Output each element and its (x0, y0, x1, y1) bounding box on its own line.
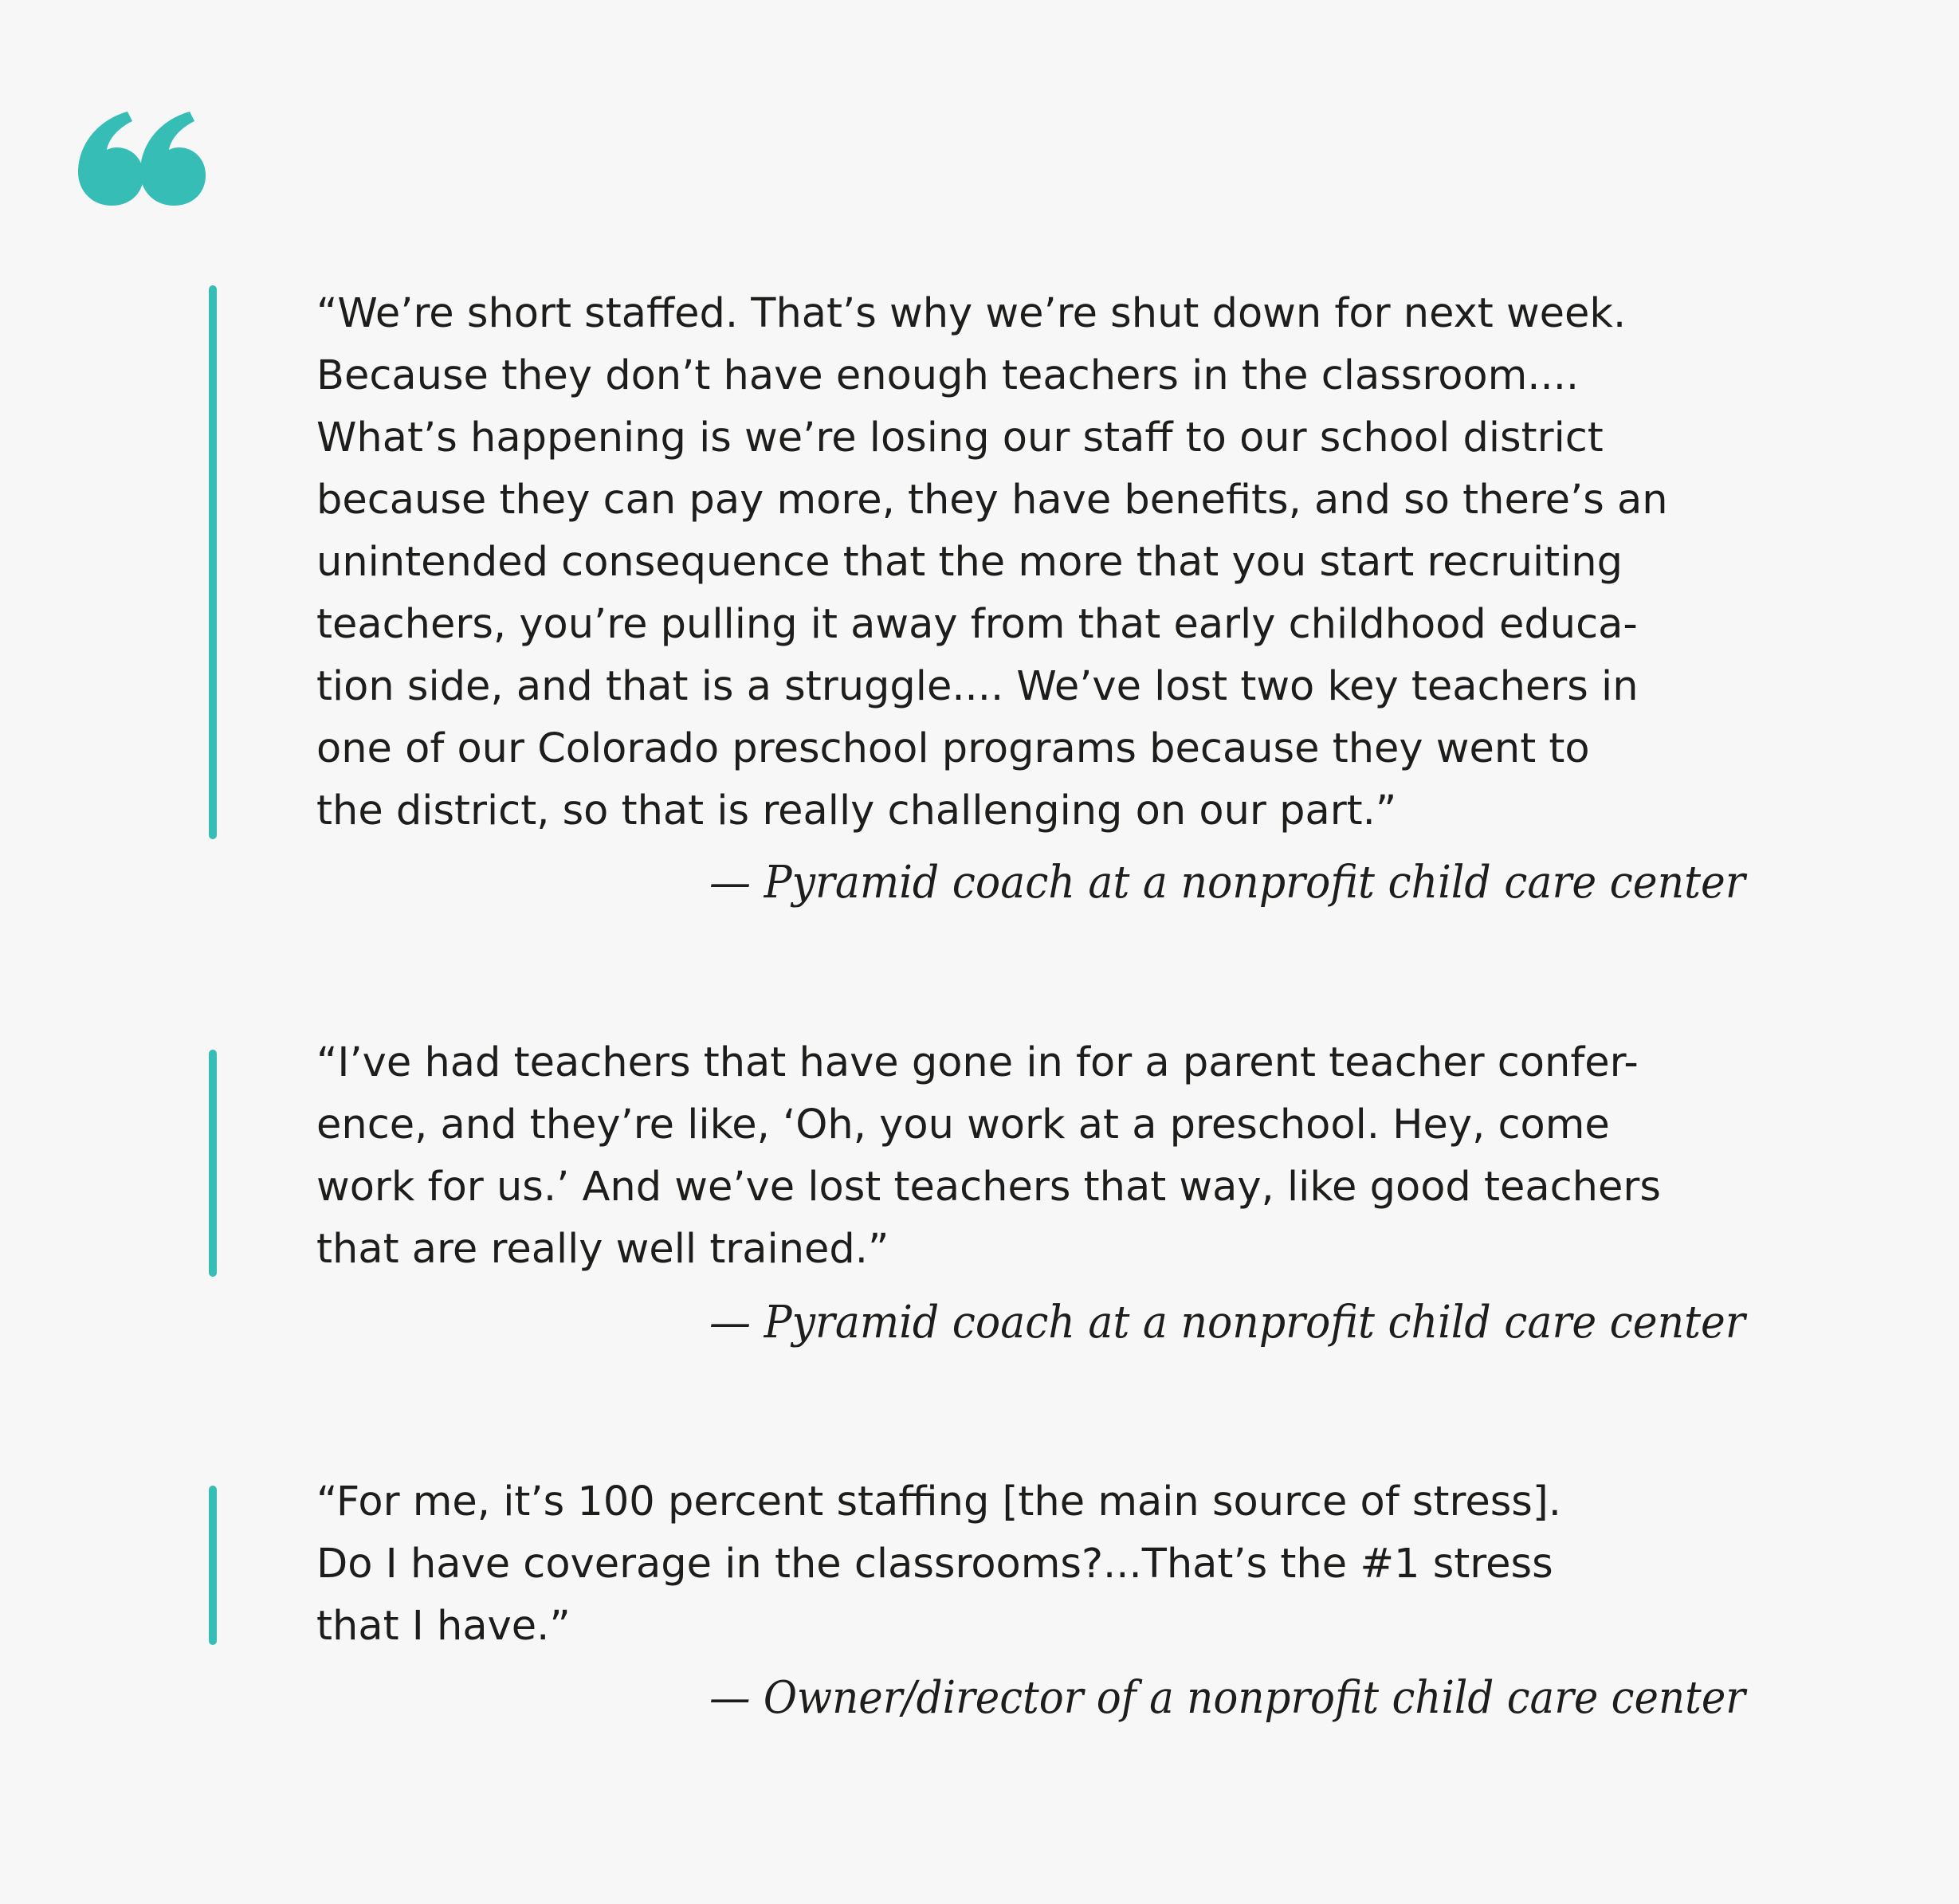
quote-bar (209, 1486, 217, 1645)
quote-line: “For me, it’s 100 percent staffing [the main source of stress]. (316, 1478, 1561, 1525)
quote-line: ence, and they’re like, ‘Oh, you work at a preschool. Hey, come (316, 1101, 1610, 1148)
quote-line: “We’re short staffed. That’s why we’re shut down for next week. (316, 290, 1627, 337)
quote-line: Because they don’t have enough teachers in the classroom.... (316, 352, 1580, 399)
quote-bar (209, 285, 217, 839)
quote-line: tion side, and that is a struggle.... We’ve lost two key teachers in (316, 663, 1639, 710)
quote-line: “I’ve had teachers that have gone in for a parent teacher confer- (316, 1039, 1639, 1086)
quote-block-2 (209, 1032, 1803, 1367)
quote-line: that I have.” (316, 1603, 571, 1650)
quote-line: work for us.’ And we’ve lost teachers that way, like good teachers (316, 1164, 1661, 1211)
quote-line: unintended consequence that the more that you start recruiting (316, 539, 1623, 586)
quote-line: because they can pay more, they have benefits, and so there’s an (316, 477, 1668, 524)
quote-line: the district, so that is really challenging on our part.” (316, 787, 1397, 834)
open-quote-icon (78, 112, 206, 206)
quote-block-3 (209, 1471, 1803, 1742)
quote-attribution: — Pyramid coach at a nonprofit child care center (709, 1297, 1745, 1349)
quote-block-1 (209, 283, 1803, 921)
quote-line: that are really well trained.” (316, 1226, 889, 1273)
quote-line: teachers, you’re pulling it away from that early childhood educa- (316, 601, 1638, 648)
quote-attribution: — Pyramid coach at a nonprofit child care center (709, 857, 1745, 909)
quote-line: What’s happening is we’re losing our staff to our school district (316, 414, 1604, 461)
quote-line: Do I have coverage in the classrooms?...That’s the #1 stress (316, 1541, 1553, 1588)
quote-attribution: — Owner/director of a nonprofit child care center (709, 1672, 1745, 1724)
quote-bar (209, 1050, 217, 1277)
quote-line: one of our Colorado preschool programs because they went to (316, 725, 1590, 772)
